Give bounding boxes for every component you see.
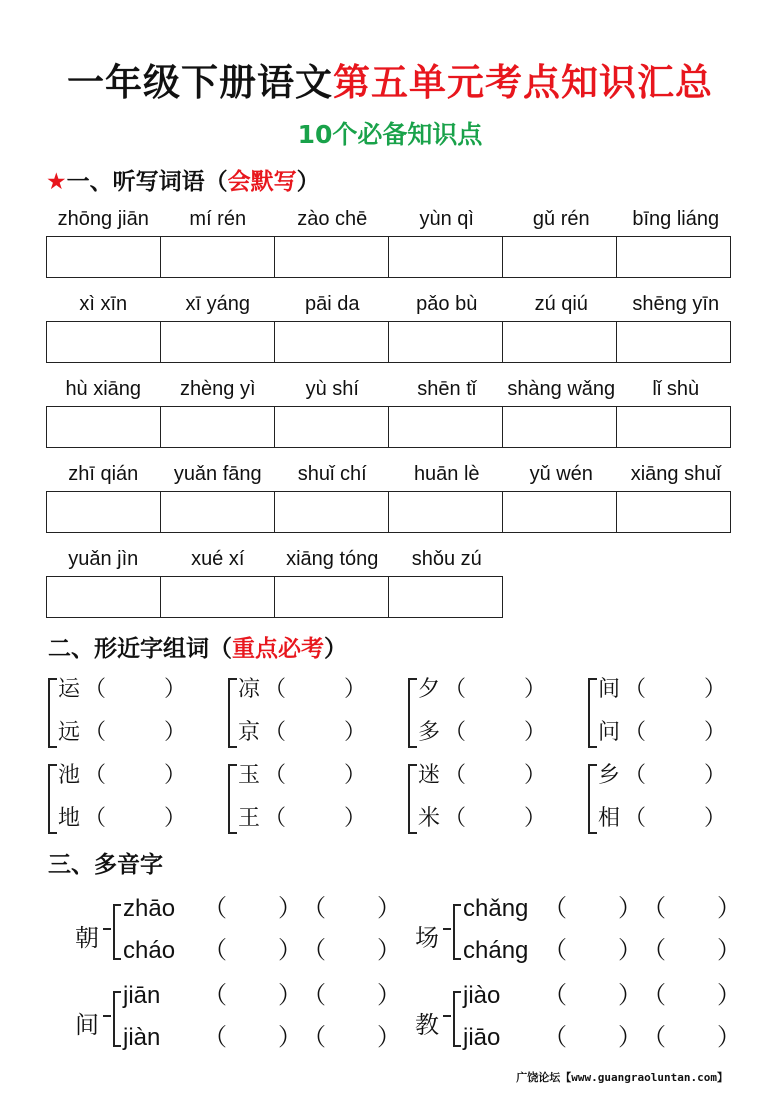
char: 远	[58, 720, 81, 745]
answer-box[interactable]	[275, 322, 389, 362]
char-pair-group	[228, 672, 378, 752]
reading-pinyin: chǎng	[463, 895, 529, 922]
bracket	[453, 991, 461, 1047]
reading-line[interactable]	[463, 1017, 741, 1052]
pinyin-cell: bīng liáng	[632, 208, 720, 230]
answer-box[interactable]	[617, 407, 731, 447]
pinyin-row	[46, 293, 733, 316]
paren-close: ）	[377, 1024, 401, 1051]
paren-open: （	[264, 720, 287, 745]
pinyin-cell: yuǎn jìn	[68, 548, 139, 570]
paren-close: ）	[344, 806, 367, 831]
paren-close: ）	[164, 677, 187, 702]
polyphone-group	[415, 888, 741, 983]
answer-box-row	[46, 576, 503, 618]
paren-open: （	[642, 895, 666, 922]
paren-close: ）	[377, 937, 401, 964]
paren-close: ）	[164, 763, 187, 788]
paren-open: （	[543, 937, 567, 964]
paren-close: ）	[704, 763, 727, 788]
answer-box-row	[46, 491, 731, 533]
pinyin-cell: zhōng jiān	[57, 208, 149, 230]
paren-open: （	[642, 982, 666, 1009]
answer-box[interactable]	[389, 577, 503, 617]
page-subtitle: 10个必备知识点	[297, 120, 483, 149]
paren-open: （	[302, 982, 326, 1009]
section-2-close: ）	[324, 636, 347, 662]
char-pair-line[interactable]	[238, 715, 366, 746]
char: 问	[598, 720, 621, 745]
char-pair-group	[588, 672, 738, 752]
pinyin-cell: xiāng tóng	[286, 548, 379, 570]
polyphone-char: 教	[415, 1011, 439, 1039]
bracket	[113, 991, 121, 1047]
paren-open: （	[642, 937, 666, 964]
char-pair-line[interactable]	[598, 801, 726, 832]
paren-open: （	[543, 1024, 567, 1051]
section-2-heading	[48, 630, 347, 663]
pinyin-cell: xiāng shuǐ	[630, 463, 721, 485]
paren-open: （	[624, 763, 647, 788]
paren-open: （	[84, 677, 107, 702]
paren-open: （	[264, 806, 287, 831]
pinyin-cell: huān lè	[413, 463, 480, 485]
paren-open: （	[264, 677, 287, 702]
paren-open: （	[444, 806, 467, 831]
section-1-close: ）	[296, 169, 320, 195]
paren-close: ）	[704, 806, 727, 831]
bracket	[453, 904, 461, 960]
char-pair-line[interactable]	[58, 715, 186, 746]
pinyin-cell: yuǎn fāng	[173, 463, 262, 485]
char-pair-line[interactable]	[238, 801, 366, 832]
char-pair-line[interactable]	[238, 758, 366, 789]
char: 王	[238, 806, 261, 831]
page-title	[0, 52, 780, 106]
reading-pinyin: jiān	[123, 982, 161, 1009]
section-2-highlight: 重点必考	[232, 636, 324, 662]
answer-box[interactable]	[47, 577, 161, 617]
bracket	[408, 764, 417, 834]
answer-box[interactable]	[161, 407, 275, 447]
bracket	[228, 678, 237, 748]
answer-box[interactable]	[389, 237, 503, 277]
reading-pinyin: cháng	[463, 937, 529, 964]
paren-close: ）	[704, 677, 727, 702]
paren-open: （	[624, 677, 647, 702]
paren-close: ）	[278, 1024, 302, 1051]
paren-open: （	[203, 982, 227, 1009]
answer-box[interactable]	[275, 407, 389, 447]
reading-line[interactable]	[123, 888, 401, 923]
polyphone-group	[415, 975, 741, 1070]
connector	[103, 1015, 111, 1017]
reading-line[interactable]	[463, 975, 741, 1010]
char-pair-line[interactable]	[418, 715, 546, 746]
paren-close: ）	[278, 937, 302, 964]
paren-open: （	[84, 806, 107, 831]
char: 相	[598, 806, 621, 831]
char: 运	[58, 677, 81, 702]
reading-pinyin: cháo	[123, 937, 176, 964]
char-pair-line[interactable]	[598, 758, 726, 789]
char-pair-group	[408, 758, 558, 838]
paren-close: ）	[717, 895, 741, 922]
paren-open: （	[642, 1024, 666, 1051]
title-red: 第五单元考点知识汇总	[333, 61, 713, 104]
paren-open: （	[84, 763, 107, 788]
answer-box[interactable]	[47, 322, 161, 362]
polyphone-group	[75, 975, 401, 1070]
bracket	[588, 764, 597, 834]
char: 乡	[598, 763, 621, 788]
char: 凉	[238, 677, 261, 702]
reading-pinyin: jiāo	[463, 1024, 501, 1051]
answer-box[interactable]	[389, 492, 503, 532]
pinyin-row	[46, 463, 733, 486]
pinyin-cell: mí rén	[189, 208, 247, 230]
answer-box[interactable]	[275, 237, 389, 277]
reading-line[interactable]	[123, 975, 401, 1010]
answer-box[interactable]	[617, 322, 731, 362]
bracket	[48, 764, 57, 834]
char-pair-line[interactable]	[418, 801, 546, 832]
paren-close: ）	[524, 763, 547, 788]
paren-open: （	[264, 763, 287, 788]
paren-close: ）	[704, 720, 727, 745]
pinyin-cell: pǎo bù	[416, 293, 478, 315]
paren-close: ）	[278, 895, 302, 922]
section-1-highlight: 会默写	[227, 169, 297, 195]
char-pair-line[interactable]	[238, 672, 366, 703]
paren-open: （	[624, 806, 647, 831]
paren-close: ）	[717, 1024, 741, 1051]
pinyin-cell: zhèng yì	[179, 378, 256, 400]
paren-open: （	[543, 982, 567, 1009]
pinyin-cell: shǒu zú	[411, 548, 482, 570]
pinyin-cell: yù shí	[305, 378, 359, 400]
paren-close: ）	[618, 1024, 642, 1051]
answer-box[interactable]	[617, 237, 731, 277]
pinyin-cell: yùn qì	[419, 208, 474, 230]
paren-close: ）	[344, 763, 367, 788]
char-pair-line[interactable]	[58, 801, 186, 832]
reading-line[interactable]	[463, 888, 741, 923]
answer-box[interactable]	[275, 492, 389, 532]
bracket	[48, 678, 57, 748]
pinyin-cell: xī yáng	[185, 293, 250, 315]
answer-box-row	[46, 236, 731, 278]
paren-open: （	[84, 720, 107, 745]
answer-box[interactable]	[161, 237, 275, 277]
answer-box[interactable]	[275, 577, 389, 617]
answer-box[interactable]	[161, 577, 275, 617]
section-1-text: 一、听写词语（	[66, 169, 228, 195]
pinyin-cell: xì xīn	[79, 293, 128, 315]
paren-open: （	[203, 1024, 227, 1051]
polyphone-char: 间	[75, 1011, 99, 1039]
answer-box[interactable]	[503, 322, 617, 362]
paren-close: ）	[344, 720, 367, 745]
reading-pinyin: jiàn	[123, 1024, 161, 1051]
paren-close: ）	[524, 677, 547, 702]
char: 池	[58, 763, 81, 788]
char-pair-line[interactable]	[598, 715, 726, 746]
paren-close: ）	[618, 895, 642, 922]
paren-open: （	[302, 937, 326, 964]
section-1-heading	[46, 163, 320, 196]
reading-line[interactable]	[123, 1017, 401, 1052]
char-pair-group	[228, 758, 378, 838]
bracket	[228, 764, 237, 834]
bracket	[408, 678, 417, 748]
connector	[103, 928, 111, 930]
answer-box-row	[46, 321, 731, 363]
paren-close: ）	[524, 806, 547, 831]
paren-open: （	[444, 763, 467, 788]
pinyin-cell: shēn tǐ	[417, 378, 477, 400]
reading-line[interactable]	[123, 930, 401, 965]
paren-close: ）	[377, 895, 401, 922]
paren-open: （	[624, 720, 647, 745]
char: 夕	[418, 677, 441, 702]
char: 京	[238, 720, 261, 745]
pinyin-cell: xué xí	[191, 548, 245, 570]
answer-box[interactable]	[47, 407, 161, 447]
paren-close: ）	[717, 982, 741, 1009]
paren-close: ）	[164, 720, 187, 745]
reading-pinyin: jiào	[463, 982, 501, 1009]
paren-open: （	[302, 1024, 326, 1051]
pinyin-cell: zú qiú	[534, 293, 588, 315]
answer-box-row	[46, 406, 731, 448]
char-pair-group	[408, 672, 558, 752]
paren-open: （	[203, 895, 227, 922]
answer-box[interactable]	[503, 407, 617, 447]
pinyin-cell: yǔ wén	[529, 463, 593, 485]
char: 迷	[418, 763, 441, 788]
char: 地	[58, 806, 81, 831]
paren-close: ）	[344, 677, 367, 702]
paren-close: ）	[717, 937, 741, 964]
char-pair-line[interactable]	[418, 672, 546, 703]
pinyin-cell: hù xiāng	[65, 378, 142, 400]
answer-box[interactable]	[389, 407, 503, 447]
paren-close: ）	[618, 937, 642, 964]
pinyin-cell: gǔ rén	[532, 208, 590, 230]
paren-close: ）	[618, 982, 642, 1009]
answer-box[interactable]	[47, 237, 161, 277]
polyphone-char: 朝	[75, 924, 99, 952]
paren-close: ）	[377, 982, 401, 1009]
paren-open: （	[444, 677, 467, 702]
section-2-text: 二、形近字组词（	[48, 636, 232, 662]
pinyin-cell: zào chē	[297, 208, 368, 230]
pinyin-cell: pāi da	[305, 293, 360, 315]
paren-open: （	[203, 937, 227, 964]
pinyin-cell: lǐ shù	[652, 378, 700, 400]
paren-close: ）	[164, 806, 187, 831]
pinyin-cell: shàng wǎng	[507, 378, 616, 400]
char: 多	[418, 720, 441, 745]
char-pair-line[interactable]	[58, 758, 186, 789]
bracket	[588, 678, 597, 748]
pinyin-cell: shuǐ chí	[297, 463, 367, 485]
answer-box[interactable]	[503, 492, 617, 532]
char-pair-line[interactable]	[418, 758, 546, 789]
polyphone-group	[75, 888, 401, 983]
reading-line[interactable]	[463, 930, 741, 965]
answer-box[interactable]	[161, 322, 275, 362]
answer-box[interactable]	[503, 237, 617, 277]
char: 间	[598, 677, 621, 702]
answer-box[interactable]	[617, 492, 731, 532]
connector	[443, 928, 451, 930]
answer-box[interactable]	[161, 492, 275, 532]
char-pair-group	[48, 758, 198, 838]
polyphone-char: 场	[415, 924, 439, 952]
pinyin-cell: shēng yīn	[632, 293, 720, 315]
pinyin-row	[46, 378, 733, 401]
char: 米	[418, 806, 441, 831]
pinyin-row	[46, 548, 504, 571]
bracket	[113, 904, 121, 960]
answer-box[interactable]	[389, 322, 503, 362]
section-3-heading: 三、多音字	[48, 852, 163, 878]
connector	[443, 1015, 451, 1017]
reading-pinyin: zhāo	[123, 895, 176, 922]
paren-close: ）	[278, 982, 302, 1009]
star-icon: ★	[46, 169, 67, 195]
char-pair-group	[588, 758, 738, 838]
paren-open: （	[302, 895, 326, 922]
char-pair-line[interactable]	[58, 672, 186, 703]
char-pair-group	[48, 672, 198, 752]
char: 玉	[238, 763, 261, 788]
title-black: 一年级下册语文	[67, 61, 333, 104]
char-pair-line[interactable]	[598, 672, 726, 703]
pinyin-row	[46, 208, 733, 231]
paren-close: ）	[524, 720, 547, 745]
paren-open: （	[543, 895, 567, 922]
pinyin-cell: zhī qián	[68, 463, 139, 485]
footer-source: 广饶论坛【www.guangraoluntan.com】	[516, 1071, 728, 1084]
paren-open: （	[444, 720, 467, 745]
answer-box[interactable]	[47, 492, 161, 532]
